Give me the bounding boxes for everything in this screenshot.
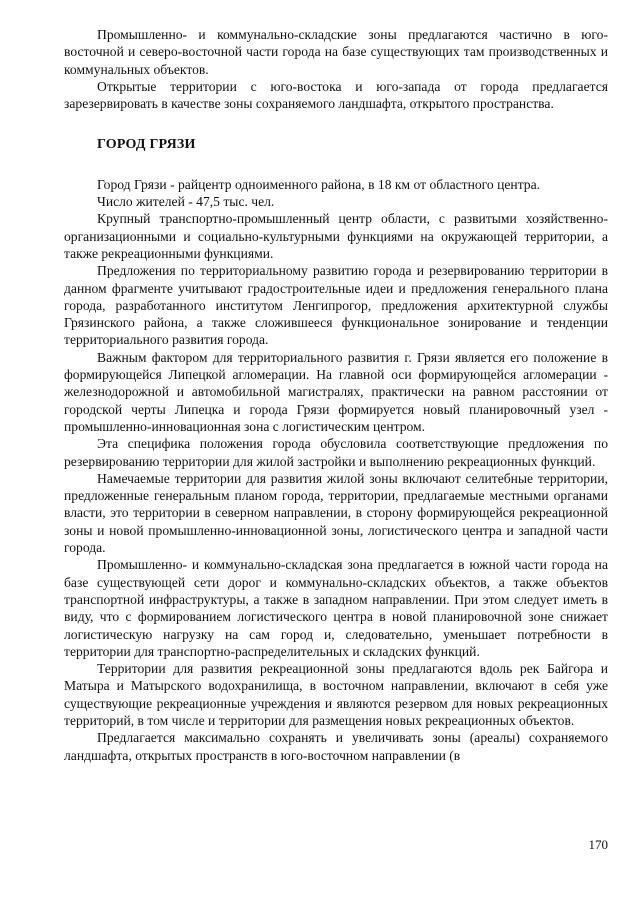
paragraph: Число жителей - 47,5 тыс. чел. [97,194,275,210]
paragraph: Крупный транспортно-промышленный центр области, с развитыми хозяйственно-организационными и социально-культурными функциями на окружающей территории, а также рекреационными функциями. [64,211,608,261]
section-heading: ГОРОД ГРЯЗИ [97,137,196,153]
paragraph: Территории для развития рекреационной зоны предлагаются вдоль рек Байгора и Матыра и Матырского водохранилища, в восточном направлении, включают в себя уже существующие рекреационные учреждения и являются резервом для новых рекреационных территорий, в том числе и территории для размещения новых рекреационных объектов. [64,661,608,728]
paragraph: Открытые территории с юго-востока и юго-запада от города предлагается зарезервировать в качестве зоны сохраняемого ландшафта, открытого пространства. [64,78,608,112]
paragraph: Предложения по территориальному развитию города и резервированию территории в данном фрагменте учитывают градостроительные идеи и предложения генерального плана города, разработанного институтом Ленгипрогор, предложения архитектурной службы Грязинского района, а также сложившееся функциональное зонирование и тенденции территориального развития города. [64,263,608,348]
paragraph: Промышленно- и коммунально-складская зона предлагается в южной части города на базе существующей сети дорог и коммунально-складских объектов, а также объектов транспортной инфраструктуры, а также в западном направлении. При этом следует иметь в виду, что с формированием логистического центра в новой планировочной зоне снижает логистическую нагрузку на сам город и, следовательно, уменьшает потребности в территории для транспортно-распределительных и складских функций. [64,557,608,659]
paragraph: Эта специфика положения города обусловила соответствующие предложения по резервированию территории для жилой застройки и выполнению рекреационных функций. [64,436,608,469]
paragraph: Намечаемые территории для развития жилой зоны включают селитебные территории, предложенные генеральным планом города, территории, предлагаемые местными органами власти, это территории в северном направлении, в сторону формирующейся рекреационной зоны и новой промышленно-инновационной зоны, логистического центра и западной части города. [64,470,608,556]
paragraph: Важным фактором для территориального развития г. Грязи является его положение в формирующейся Липецкой агломерации. На главной оси формирующейся агломерации - железнодорожной и автомобильной магистралях, практически на равном расстоянии от городской черты Липецка и города Грязи формируется новый планировочный узел - промышленно-инновационная зона с логистическим центром. [64,349,608,434]
paragraph: Город Грязи - райцентр одноименного района, в 18 км от областного центра. [97,176,541,192]
paragraph: Промышленно- и коммунально-складские зоны предлагаются частично в юго-восточной и северо-восточной части города на базе существующих там производственных и коммунальных объектов. [64,27,608,77]
page-number: 170 [588,837,608,852]
paragraph: Предлагается максимально сохранять и увеличивать зоны (ареалы) сохраняемого ландшафта, открытых пространств в юго-восточном направлении (в [64,730,608,763]
